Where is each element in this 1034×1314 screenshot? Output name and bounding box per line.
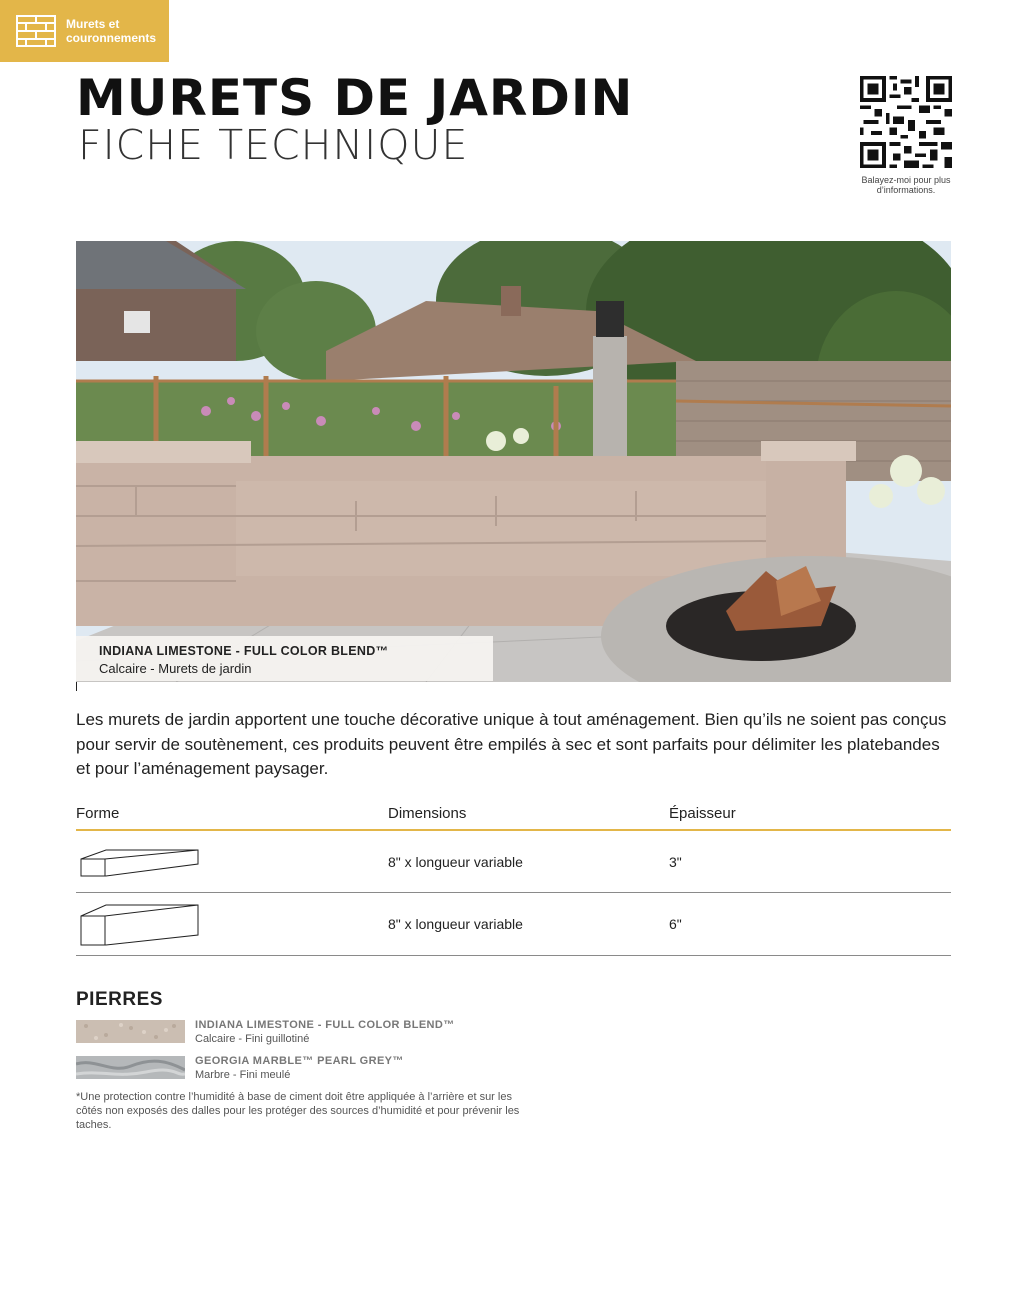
stone-name: INDIANA LIMESTONE - FULL COLOR BLEND™ xyxy=(195,1019,455,1031)
stone-finish: Calcaire - Fini guillotiné xyxy=(195,1033,310,1045)
thin-slab-icon xyxy=(80,846,202,880)
page-subtitle: FICHE TECHNIQUE xyxy=(78,121,469,169)
table-header-divider xyxy=(76,829,951,831)
photo-caption-subtitle: Calcaire - Murets de jardin xyxy=(99,661,252,676)
brick-wall-icon xyxy=(16,15,56,47)
category-label: Murets et couronnements xyxy=(66,17,157,45)
stones-section-title: PIERRES xyxy=(76,989,163,1010)
column-header-dimensions: Dimensions xyxy=(388,805,467,822)
thick-block-icon xyxy=(80,903,202,947)
footnote: *Une protection contre l’humidité à base de ciment doit être appliquée à l’arrière et sur les côtés non exposés des dalles pour les protéger des sources d’humidité et pour prévenir les taches. xyxy=(76,1091,520,1131)
limestone-swatch xyxy=(76,1020,185,1043)
row-dimensions: 8" x longueur variable xyxy=(388,916,523,932)
hero-photo xyxy=(76,241,951,682)
row-divider xyxy=(76,892,951,893)
stone-finish: Marbre - Fini meulé xyxy=(195,1069,291,1081)
caption-marker xyxy=(76,682,77,691)
row-epaisseur: 6" xyxy=(669,916,682,932)
column-header-forme: Forme xyxy=(76,805,120,822)
photo-caption-title: INDIANA LIMESTONE - FULL COLOR BLEND™ xyxy=(99,644,389,658)
intro-paragraph: Les murets de jardin apportent une touche décorative unique à tout aménagement. Bien qu’ils ne soient pas conçus pour servir de soutènement, ces produits peuvent être empilés à sec et sont parfaits pour délimiter les platebandes et pour l’aménagement paysager. xyxy=(76,710,947,778)
page-title: MURETS DE JARDIN xyxy=(76,69,634,127)
qr-code[interactable] xyxy=(860,76,952,168)
column-header-epaisseur: Épaisseur xyxy=(669,805,736,822)
qr-caption: Balayez-moi pour plus d’informations. xyxy=(861,175,951,195)
row-dimensions: 8" x longueur variable xyxy=(388,854,523,870)
stone-name: GEORGIA MARBLE™ PEARL GREY™ xyxy=(195,1055,404,1067)
row-epaisseur: 3" xyxy=(669,854,682,870)
photo-caption xyxy=(76,636,493,681)
row-divider xyxy=(76,955,951,956)
marble-swatch xyxy=(76,1056,185,1079)
category-tag xyxy=(0,0,169,62)
